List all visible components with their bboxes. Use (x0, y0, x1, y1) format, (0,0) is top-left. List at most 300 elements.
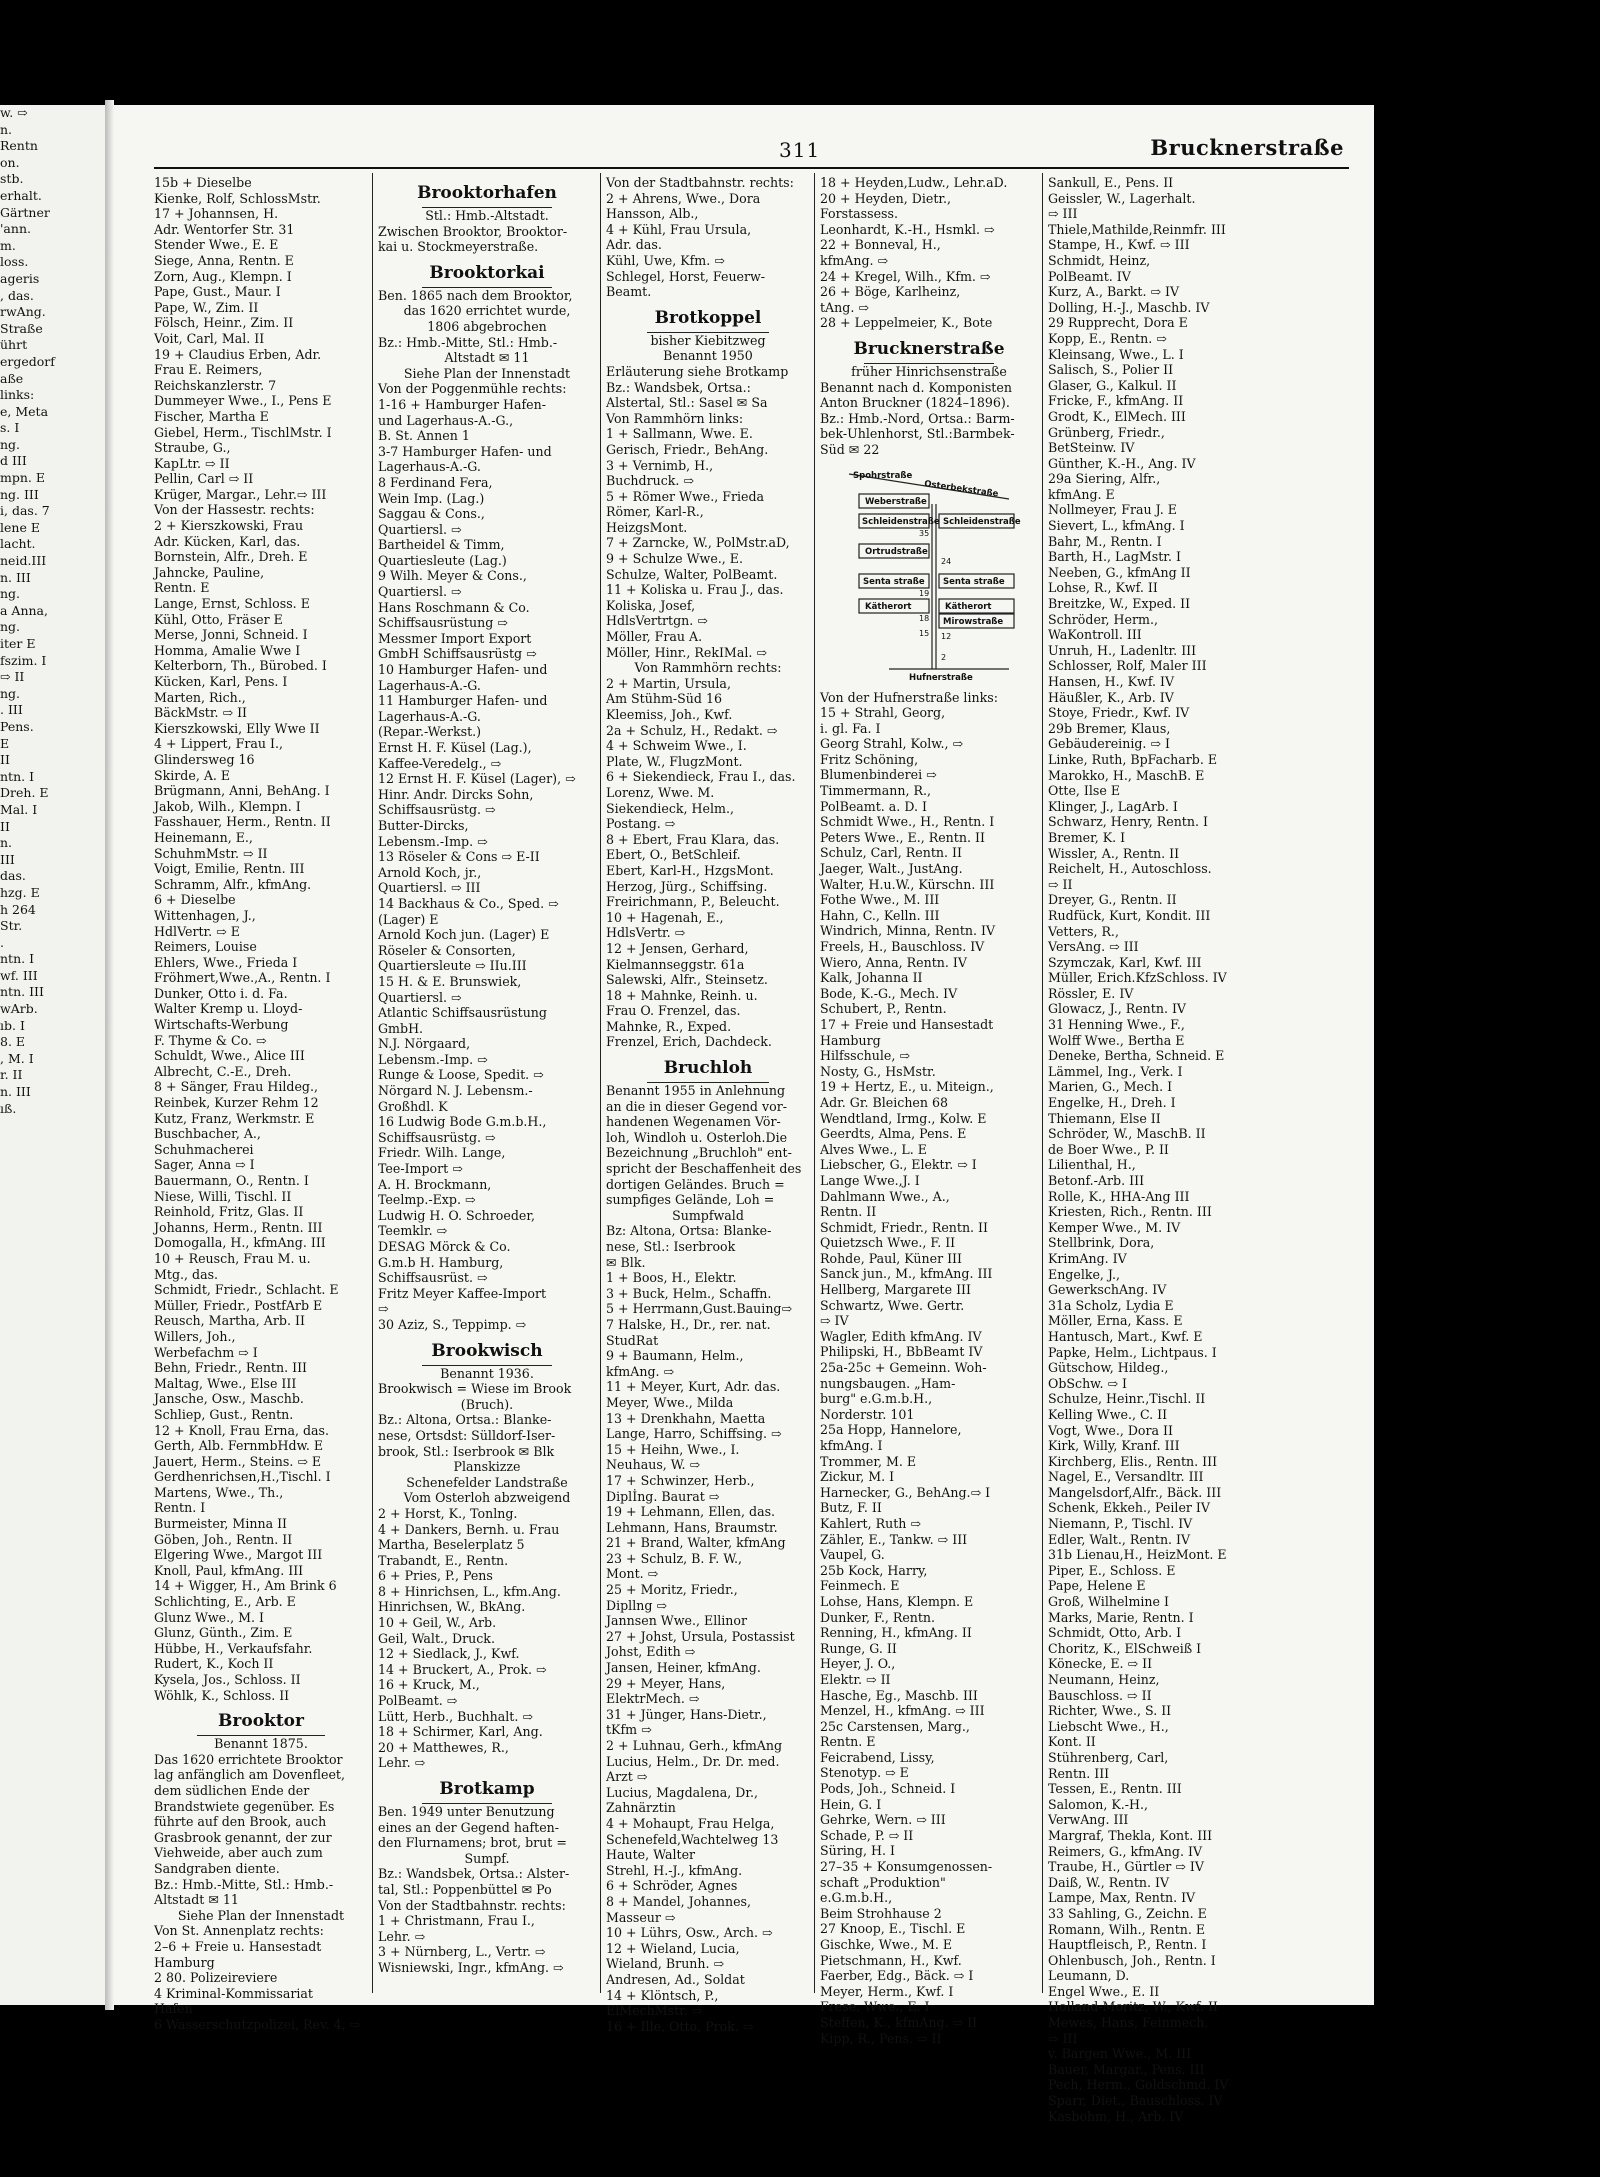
directory-line: Arnold Koch, jr., (378, 864, 482, 880)
directory-line: WaKontroll. III (1048, 627, 1142, 643)
directory-line: Thiemann, Else II (1048, 1110, 1161, 1126)
book-gutter (105, 100, 114, 2010)
directory-line: Rentn. E (820, 1734, 876, 1750)
directory-line: Zorn, Aug., Klempn. I (154, 268, 292, 284)
facing-page-fragment: ng. (0, 586, 21, 602)
directory-line: 26 + Böge, Karlheinz, (820, 284, 961, 300)
directory-line: Schubert, P., Rentn. (820, 1001, 947, 1017)
directory-line: Schenefelder Landstraße (406, 1474, 568, 1490)
directory-line: Martens, Wwe., Th., (154, 1484, 284, 1500)
directory-line: 25c Carstensen, Marg., (820, 1718, 970, 1734)
directory-line: 6 + Schröder, Agnes (606, 1878, 738, 1894)
directory-line: Tee-Import ⇨ (378, 1161, 463, 1177)
directory-line: 29b Bremer, Klaus, (1048, 720, 1171, 736)
directory-line: GmbH Schiffsausrüstg ⇨ (378, 646, 537, 662)
directory-line: Daiß, W., Rentn. IV (1048, 1874, 1170, 1890)
directory-line: Siehe Plan der Innenstadt (177, 1907, 345, 1923)
directory-line: kfmAng. I (820, 1438, 883, 1453)
directory-line: Kelterborn, Th., Bürobed. I (154, 658, 327, 674)
directory-line: Beamt. (606, 284, 652, 300)
directory-line: Masseur ⇨ (606, 1909, 676, 1925)
directory-line: Romann, Wilh., Rentn. E (1048, 1921, 1206, 1937)
directory-line: Glunz, Günth., Zim. E (154, 1625, 293, 1641)
directory-line: Saggau & Cons., (378, 506, 485, 522)
directory-line: Quartiersl. ⇨ (378, 989, 462, 1005)
directory-line: Rohde, Paul, Küner III (820, 1250, 963, 1266)
directory-line: Choritz, K., ElSchweiß I (1048, 1640, 1202, 1656)
directory-line: 19 + Hertz, E., u. Miteign., (820, 1079, 994, 1095)
facing-page-fragment: Mal. I (0, 801, 38, 817)
directory-line: Zickur, M. I (820, 1469, 895, 1485)
directory-line: Kirchberg, Elis., Rentn. III (1048, 1453, 1218, 1469)
directory-line: N.J. Nörgaard, (378, 1036, 471, 1052)
directory-line: 33 Sahling, G., Zeichn. E (1048, 1905, 1207, 1921)
directory-line: Liebscher, G., Elektr. ⇨ I (820, 1157, 977, 1173)
directory-line: G.m.b H. Hamburg, (378, 1254, 504, 1270)
facing-page-fragment: ıb. I (0, 1017, 25, 1033)
directory-line: Stührenberg, Carl, (1048, 1749, 1169, 1765)
directory-line: (Repar.-Werkst.) (378, 724, 482, 740)
directory-line: Rössler, E. IV (1048, 985, 1134, 1001)
directory-line: Anton Bruckner (1824–1896). (820, 395, 1010, 411)
directory-line: ObSchw. ⇨ I (1048, 1375, 1127, 1391)
directory-line: Werbefachm ⇨ I (154, 1344, 258, 1360)
facing-page-fragment: II (0, 752, 10, 768)
directory-line: Timmermann, R., (820, 783, 931, 799)
facing-page-fragment: ng. (0, 436, 21, 452)
directory-line: Müller, Erich.KfzSchloss. IV (1048, 970, 1227, 986)
directory-line: Feicrabend, Lissy, (820, 1749, 935, 1765)
directory-line: 2 + Ahrens, Wwe., Dora (606, 190, 761, 206)
directory-line: Grasbrook genannt, der zur (154, 1829, 332, 1845)
directory-line: VerwAng. III (1048, 1812, 1129, 1828)
directory-line: 1806 abgebrochen (427, 318, 547, 334)
directory-line: 2 + Horst, K., Tonlng. (378, 1505, 518, 1521)
directory-line: Feinmech. E (820, 1578, 900, 1594)
facing-page-fragment: links: (0, 387, 35, 403)
directory-line: 17 + Johannsen, H. (154, 206, 279, 222)
directory-line: 9 + Schulze Wwe., E. (606, 551, 743, 567)
directory-line: Sanck jun., M., kfmAng. III (820, 1266, 993, 1282)
directory-line: 4 + Lippert, Frau I., (154, 736, 283, 752)
directory-line: Jannsen Wwe., Ellinor (606, 1613, 747, 1629)
facing-page-fragment: 'ann. (0, 221, 31, 237)
directory-line: 10 + Reusch, Frau M. u. (154, 1250, 311, 1266)
directory-line: Edler, Walt., Rentn. IV (1048, 1531, 1191, 1547)
directory-line: Wöhlk, K., Schloss. II (154, 1687, 290, 1703)
directory-line: Schmidt, Friedr., Rentn. II (820, 1219, 989, 1235)
directory-line: 9 Wilh. Meyer & Cons., (378, 568, 527, 584)
directory-line: Fölsch, Heinr., Zim. II (154, 315, 294, 331)
directory-line: Linke, Ruth, BpFacharb. E (1048, 751, 1218, 767)
directory-line: Sumpf. (464, 1850, 510, 1866)
directory-line: Bz.: Wandsbek, Ortsa.: (606, 379, 751, 395)
directory-line: nungsbaugen. „Ham- (820, 1375, 956, 1391)
directory-line: Ludwig H. O. Schroeder, (378, 1207, 535, 1223)
street-heading: Brooktorhafen (417, 183, 557, 203)
directory-line: Gerdhenrichsen,H.,Tischl. I (154, 1469, 331, 1485)
directory-line: Jakob, Wilh., Klempn. I (154, 798, 301, 814)
directory-line: Gütschow, Hildeg., (1048, 1360, 1169, 1376)
directory-line: 14 + Wigger, H., Am Brink 6 (154, 1578, 337, 1594)
directory-line: Bz.: Hmb.-Nord, Ortsa.: Barm- (820, 410, 1015, 426)
directory-line: Reichskanzlerstr. 7 (154, 377, 277, 393)
directory-line: Papke, Helm., Lichtpaus. I (1048, 1344, 1217, 1360)
directory-line: Dahlmann Wwe., A., (820, 1188, 950, 1204)
directory-line: 3 + Nürnberg, L., Vertr. ⇨ (378, 1944, 546, 1960)
directory-line: Klinger, J., LagArb. I (1048, 798, 1178, 814)
directory-line: Hauptfleisch, P., Rentn. I (1048, 1937, 1207, 1953)
directory-line: Lange, Harro, Schiffsing. ⇨ (606, 1426, 782, 1442)
directory-line: 1 + Boos, H., Elektr. (606, 1270, 737, 1286)
directory-line: bek-Uhlenhorst, Stl.:Barmbek- (820, 426, 1015, 442)
directory-line: Kalk, Johanna II (820, 970, 923, 986)
directory-line: 29a Siering, Alfr., (1048, 471, 1161, 487)
facing-page-fragment: ührt (0, 337, 28, 353)
directory-line: Pietschmann, H., Kwf. (820, 1952, 962, 1968)
facing-page-fragment: ageris (0, 270, 40, 286)
directory-line: B. St. Annen 1 (378, 428, 470, 444)
directory-line: ⇨ (378, 1301, 389, 1317)
directory-line: Kysela, Jos., Schloss. II (154, 1672, 301, 1687)
directory-line: Von St. Annenplatz rechts: (154, 1923, 324, 1939)
directory-line: StudRat (606, 1332, 659, 1348)
facing-page-fragment: Str. (0, 918, 23, 934)
directory-line: Günther, K.-H., Ang. IV (1048, 455, 1196, 471)
directory-line: Quartiersleute ⇨ IIu.III (378, 958, 527, 974)
map-house-number: 15 (919, 628, 930, 638)
facing-page-fragment: m. (0, 237, 16, 253)
directory-line: Lebensm.-Imp. ⇨ (378, 833, 488, 849)
directory-line: BetSteinw. IV (1048, 440, 1135, 456)
directory-line: Otte, Ilse E (1048, 783, 1121, 799)
directory-line: Brookwisch = Wiese im Brook (378, 1381, 572, 1397)
directory-line: 8 Ferdinand Fera, (378, 474, 493, 490)
directory-line: Göben, Joh., Rentn. II (154, 1531, 293, 1547)
directory-line: Marks, Marie, Rentn. I (1048, 1609, 1194, 1625)
directory-line: Arzt ⇨ (606, 1769, 648, 1785)
directory-line: 25 + Moritz, Friedr., (606, 1582, 738, 1598)
directory-line: (Bruch). (460, 1396, 514, 1412)
directory-line: Kutz, Franz, Werkmstr. E (154, 1110, 315, 1126)
directory-line: Nörgard N. J. Lebensm.- (378, 1083, 533, 1099)
directory-line: 4 + Mohaupt, Frau Helga, (606, 1815, 775, 1831)
directory-line: Bode, K.-G., Mech. IV (820, 985, 958, 1001)
directory-line: Von Rammhörn links: (606, 410, 744, 426)
directory-line: Kleemiss, Joh., Kwf. (606, 707, 733, 722)
directory-line: Bz.: Hmb.-Mitte, Stl.: Hmb.- (154, 1876, 334, 1892)
facing-page-fragment: i, das. 7 (0, 503, 50, 519)
directory-line: Nollmeyer, Frau J. E (1048, 502, 1177, 518)
column-2 (378, 175, 596, 2005)
directory-line: Schlichting, E., Arb. E (154, 1594, 296, 1610)
directory-line: Niemann, P., Tischl. IV (1048, 1516, 1193, 1532)
directory-line: Schlosser, Rolf, Maler III (1048, 658, 1207, 674)
directory-line: Heinemann, E., (154, 829, 253, 845)
directory-line: Hantusch, Mart., Kwf. E (1048, 1328, 1203, 1344)
facing-page-fragment: ng. (0, 685, 21, 701)
directory-line: Alstertal, Stl.: Sasel ✉ Sa (606, 395, 768, 411)
directory-line: 31 + Jünger, Hans-Dietr., (606, 1706, 767, 1722)
directory-line: Beim Strohhause 2 (820, 1905, 942, 1921)
directory-line: Viehweide, aber auch zum (154, 1845, 323, 1861)
directory-line: Haute, Walter (606, 1847, 696, 1863)
directory-line: Lehr. ⇨ (378, 1755, 426, 1771)
directory-line: Von Rammhörn rechts: (634, 660, 782, 676)
directory-line: Rentn. I (154, 1500, 206, 1516)
directory-line: Bz: Altona, Ortsa: Blanke- (606, 1223, 772, 1239)
directory-line: Sandgraben diente. (154, 1860, 280, 1876)
directory-line: Sievert, L., kfmAng. I (1048, 518, 1185, 534)
directory-line: Stampe, H., Kwf. ⇨ III (1048, 237, 1190, 253)
directory-line: 2 + Kierszkowski, Frau (154, 518, 304, 534)
directory-line: Trabandt, E., Rentn. (378, 1552, 509, 1568)
directory-line: Willers, Joh., (154, 1328, 236, 1344)
facing-page-fragment: wf. III (0, 967, 38, 983)
directory-line: Brügmann, Anni, BehAng. I (154, 783, 330, 799)
directory-line: Benannt 1875. (214, 1736, 308, 1752)
directory-line: Buchdruck. ⇨ (606, 473, 694, 489)
directory-line: tal, Stl.: Poppenbüttel ✉ Po (378, 1881, 552, 1897)
directory-line: Frau E. Reimers, (154, 362, 263, 378)
directory-line: Ehlers, Wwe., Frieda I (154, 954, 298, 970)
directory-line: Breitzke, W., Exped. II (1048, 596, 1191, 612)
directory-line: Lucius, Magdalena, Dr., (606, 1784, 759, 1800)
directory-line: Thiele,Mathilde,Reinmfr. III (1048, 221, 1226, 237)
column-4-bottom (820, 690, 1038, 2047)
directory-line: 5 + Römer Wwe., Frieda (606, 488, 765, 504)
directory-line: Kücken, Karl, Pens. I (154, 674, 288, 689)
directory-line: Peters Wwe., E., Rentn. II (820, 829, 985, 845)
directory-line: Stenotyp. ⇨ E (820, 1765, 909, 1781)
directory-line: handenen Wegenamen Vör- (606, 1114, 781, 1130)
directory-line: Schiffsausrüstg. ⇨ (378, 1129, 496, 1145)
directory-line: Kaffee-Veredelg., ⇨ (378, 755, 502, 771)
directory-line: Neuhaus, W. ⇨ (606, 1457, 701, 1473)
directory-line: Stender Wwe., E. E (154, 237, 279, 253)
directory-line: Frenzel, Erich, Dachdeck. (606, 1034, 772, 1050)
directory-line: Wirtschafts-Werbung (154, 1017, 289, 1033)
directory-line: Ebert, Karl-H., HzgsMont. (606, 862, 774, 878)
directory-line: Stoye, Friedr., Kwf. IV (1048, 705, 1190, 721)
facing-page-fragment: aße (0, 370, 24, 386)
directory-line: 11 + Koliska u. Frau J., das. (606, 582, 784, 598)
directory-line: Bz.: Hmb.-Mitte, Stl.: Hmb.- (378, 334, 558, 350)
directory-line: Hinrichsen, W., BkAng. (378, 1599, 526, 1615)
directory-line: Von der Hassestr. rechts: (154, 502, 315, 518)
directory-line: burg" e.G.m.b.H., (820, 1391, 933, 1407)
directory-line: ⇨ III (1048, 206, 1078, 222)
directory-line: Dolling, H.-J., Maschb. IV (1048, 299, 1210, 315)
directory-page (114, 105, 1374, 2124)
directory-line: Reichelt, H., Autoschloss. (1048, 861, 1212, 877)
directory-line: Windrich, Minna, Rentn. IV (820, 923, 996, 939)
directory-line: Stl.: Hmb.-Altstadt. (425, 208, 549, 223)
directory-line: Herzog, Jürg., Schiffsing. (606, 878, 768, 894)
facing-page-fragment: III (0, 851, 15, 867)
directory-line: Steffen, K., kfmAng. ⇨ II (820, 2014, 978, 2030)
page-number: 311 (779, 138, 821, 162)
directory-line: 29 + Meyer, Hans, (606, 1675, 726, 1691)
facing-page-fragment: h 264 (0, 901, 36, 917)
column-4-top (820, 175, 1038, 458)
directory-line: Siehe Plan der Innenstadt (403, 365, 571, 381)
directory-line: Ohlenbusch, Joh., Rentn. I (1048, 1952, 1216, 1968)
directory-line: Fricke, F., kfmAng. II (1048, 393, 1184, 409)
column-divider (600, 173, 601, 1993)
directory-line: Hasche, Eg., Maschb. III (820, 1687, 978, 1703)
directory-line: 13 + Drenkhahn, Maetta (606, 1410, 766, 1426)
directory-line: Tessen, E., Rentn. III (1048, 1781, 1182, 1797)
directory-line: Hilfsschule, ⇨ (820, 1048, 910, 1064)
directory-line: 14 Backhaus & Co., Sped. ⇨ (378, 895, 559, 911)
directory-line: Schiffsausrüstg. ⇨ (378, 802, 496, 818)
directory-line: 11 + Meyer, Kurt, Adr. das. (606, 1379, 781, 1395)
directory-line: SchuhmMstr. ⇨ II (154, 845, 268, 861)
directory-line: Schuhmacherei (154, 1141, 254, 1157)
directory-line: Rentn. E (154, 580, 210, 596)
facing-page-fragment: wArb. (0, 1001, 38, 1017)
directory-line: Hamburg (154, 1954, 215, 1970)
directory-line: Wiero, Anna, Rentn. IV (820, 954, 967, 970)
directory-line: Schulze, Heinr.,Tischl. II (1048, 1391, 1206, 1407)
directory-line: Das 1620 errichtete Brooktor (154, 1751, 343, 1767)
directory-line: Butter-Dircks, (378, 817, 469, 833)
directory-line: Schulz, Carl, Rentn. II (820, 845, 962, 861)
directory-line: Schwarz, Henry, Rentn. I (1048, 814, 1208, 830)
directory-line: Marien, G., Mech. I (1048, 1079, 1173, 1095)
directory-line: spricht der Beschaffenheit des (606, 1161, 802, 1177)
directory-line: Renning, H., kfmAng. II (820, 1625, 972, 1641)
directory-line: Voigt, Emilie, Rentn. III (154, 861, 305, 877)
directory-line: PolBeamt. ⇨ (378, 1693, 458, 1709)
directory-line: 9 + Baumann, Helm., (606, 1348, 744, 1364)
directory-line: Ebert, O., BetSchleif. (606, 847, 741, 863)
directory-line: 6 + Pries, P., Pens (378, 1568, 493, 1584)
directory-line: 8 + Sänger, Frau Hildeg., (154, 1079, 318, 1095)
facing-page-fragment: on. (0, 154, 20, 170)
directory-line: 31 Henning Wwe., F., (1048, 1017, 1185, 1033)
directory-line: KapLtr. ⇨ II (154, 455, 230, 471)
directory-line: Lilienthal, H., (1048, 1157, 1136, 1173)
directory-line: Albrecht, C.-E., Dreh. (154, 1063, 292, 1079)
directory-line: Margraf, Thekla, Kont. III (1048, 1827, 1213, 1843)
directory-line: 25b Kock, Harry, (820, 1562, 928, 1578)
map-house-number: 2 (941, 652, 947, 662)
directory-line: kai u. Stockmeyerstraße. (378, 239, 539, 255)
directory-line: Gerth, Alb. FernmbHdw. E (154, 1438, 324, 1454)
directory-line: Philipski, H., BbBeamt IV (820, 1344, 983, 1360)
directory-line: Lebensm.-Imp. ⇨ (378, 1051, 488, 1067)
directory-line: Arnold Koch jun. (Lager) E (378, 927, 550, 943)
directory-line: lag anfänglich am Dovenfleet, (154, 1767, 345, 1783)
header-rule (154, 167, 1349, 169)
directory-line: Am Stühm-Süd 16 (606, 691, 722, 707)
directory-line: Glindersweg 16 (154, 751, 255, 767)
directory-line: führte auf den Brook, auch (154, 1814, 327, 1830)
directory-line: Hamburg (820, 1032, 881, 1048)
directory-line: Pape, W., Zim. II (154, 299, 259, 315)
directory-line: Lagerhaus-A.-G. (378, 708, 481, 724)
directory-line: 12 + Knoll, Frau Erna, das. (154, 1422, 330, 1438)
directory-line: Schliep, Gust., Rentn. (154, 1406, 294, 1422)
directory-line: Lohse, Hans, Klempn. E (820, 1593, 974, 1609)
directory-line: Kleinsang, Wwe., L. I (1048, 346, 1184, 362)
directory-line: 4 + Dankers, Bernh. u. Frau (378, 1521, 560, 1537)
directory-line: Schiffsausrüstung ⇨ (378, 615, 508, 631)
directory-line: Müller, Friedr., PostfArb E (154, 1297, 323, 1313)
directory-line: Sager, Anna ⇨ I (154, 1157, 255, 1173)
directory-line: Walter Kremp u. Lloyd- (154, 1001, 303, 1017)
directory-line: Pape, Gust., Maur. I (154, 284, 281, 300)
directory-line: Lämmel, Ing., Verk. I (1048, 1063, 1183, 1079)
directory-line: Hans Roschmann & Co. (378, 599, 530, 615)
directory-line: Georg Strahl, Kolw., ⇨ (820, 736, 964, 752)
directory-line: Schwartz, Wwe. Gertr. (820, 1297, 965, 1313)
directory-line: Benannt 1936. (440, 1365, 534, 1381)
directory-line: 13 Röseler & Cons ⇨ E-II (378, 849, 540, 865)
directory-line: GewerkschAng. IV (1048, 1282, 1167, 1298)
directory-line: Traube, H., Gürtler ⇨ IV (1048, 1859, 1204, 1875)
facing-page-fragment: E (0, 735, 10, 751)
facing-page-fragment: II (0, 818, 10, 834)
directory-line: Rentn. II (820, 1204, 877, 1220)
directory-line: 19 + Claudius Erben, Adr. (154, 346, 322, 362)
directory-line: Adr. Wentorfer Str. 31 (154, 221, 295, 237)
facing-page-fragment: ntn. I (0, 951, 35, 967)
directory-line: Mahnke, R., Exped. (606, 1018, 732, 1034)
street-plan-sketch (829, 464, 1029, 684)
directory-line: Geissler, W., Lagerhalt. (1048, 190, 1196, 206)
directory-line: (Lager) E (378, 911, 439, 927)
directory-line: Engel Wwe., E. II (1048, 1983, 1160, 1999)
directory-line: Möller, Frau A. (606, 629, 703, 645)
directory-line: Schiffsausrüst. ⇨ (378, 1270, 488, 1286)
directory-line: Von der Poggenmühle rechts: (378, 381, 567, 397)
facing-page-fragment: lene E (0, 519, 40, 535)
directory-line: 5 + Herrmann,Gust.Bauing⇨ (606, 1301, 793, 1317)
directory-line: Koliska, Josef, (606, 597, 696, 613)
directory-line: Hellberg, Margarete III (820, 1282, 972, 1298)
directory-line: Krüger, Margar., Lehr.⇨ III (154, 486, 327, 502)
directory-line: Von der Stadtbahnstr. rechts: (606, 175, 794, 190)
directory-line: 2 + Martin, Ursula, (606, 675, 731, 691)
directory-line: Voit, Carl, Mal. II (154, 330, 265, 346)
directory-line: Bartheidel & Timm, (378, 537, 505, 553)
directory-line: Glowacz, J., Rentn. IV (1048, 1001, 1187, 1017)
directory-line: Rudfück, Kurt, Kondit. III (1048, 907, 1211, 923)
directory-line: Römer, Karl-R., (606, 504, 704, 520)
directory-line: Pech, Herm., Goldschmd. IV (1048, 2077, 1229, 2093)
facing-page-fragment: mpn. E (0, 470, 45, 486)
facing-page-fragment: , das. (0, 287, 34, 303)
directory-line: 2a + Schulz, H., Redakt. ⇨ (606, 722, 778, 738)
directory-line: 31b Lienau,H., HeizMont. E (1048, 1547, 1227, 1563)
directory-line: v. Bargen Wwe., M. III (1048, 2046, 1192, 2062)
directory-line: Jaeger, Walt., JustAng. (820, 861, 963, 877)
directory-line: Dunker, Otto i. d. Fa. (154, 985, 288, 1001)
directory-line: Nosty, G., HsMstr. (820, 1063, 936, 1079)
directory-line: Lohse, R., Kwf. II (1048, 580, 1158, 596)
directory-line: Quartiersl. ⇨ III (378, 880, 481, 896)
directory-line: 28 + Leppelmeier, K., Bote (820, 315, 993, 331)
facing-page-fragment: Dreh. E (0, 785, 49, 801)
directory-line: 27 + Johst, Ursula, Postassist (606, 1628, 795, 1644)
directory-line: Burmeister, Minna II (154, 1516, 288, 1532)
directory-line: Altstadt ✉ 11 (444, 350, 530, 366)
directory-line: Freirichmann, P., Beleucht. (606, 894, 780, 910)
column-4 (820, 175, 1038, 2046)
